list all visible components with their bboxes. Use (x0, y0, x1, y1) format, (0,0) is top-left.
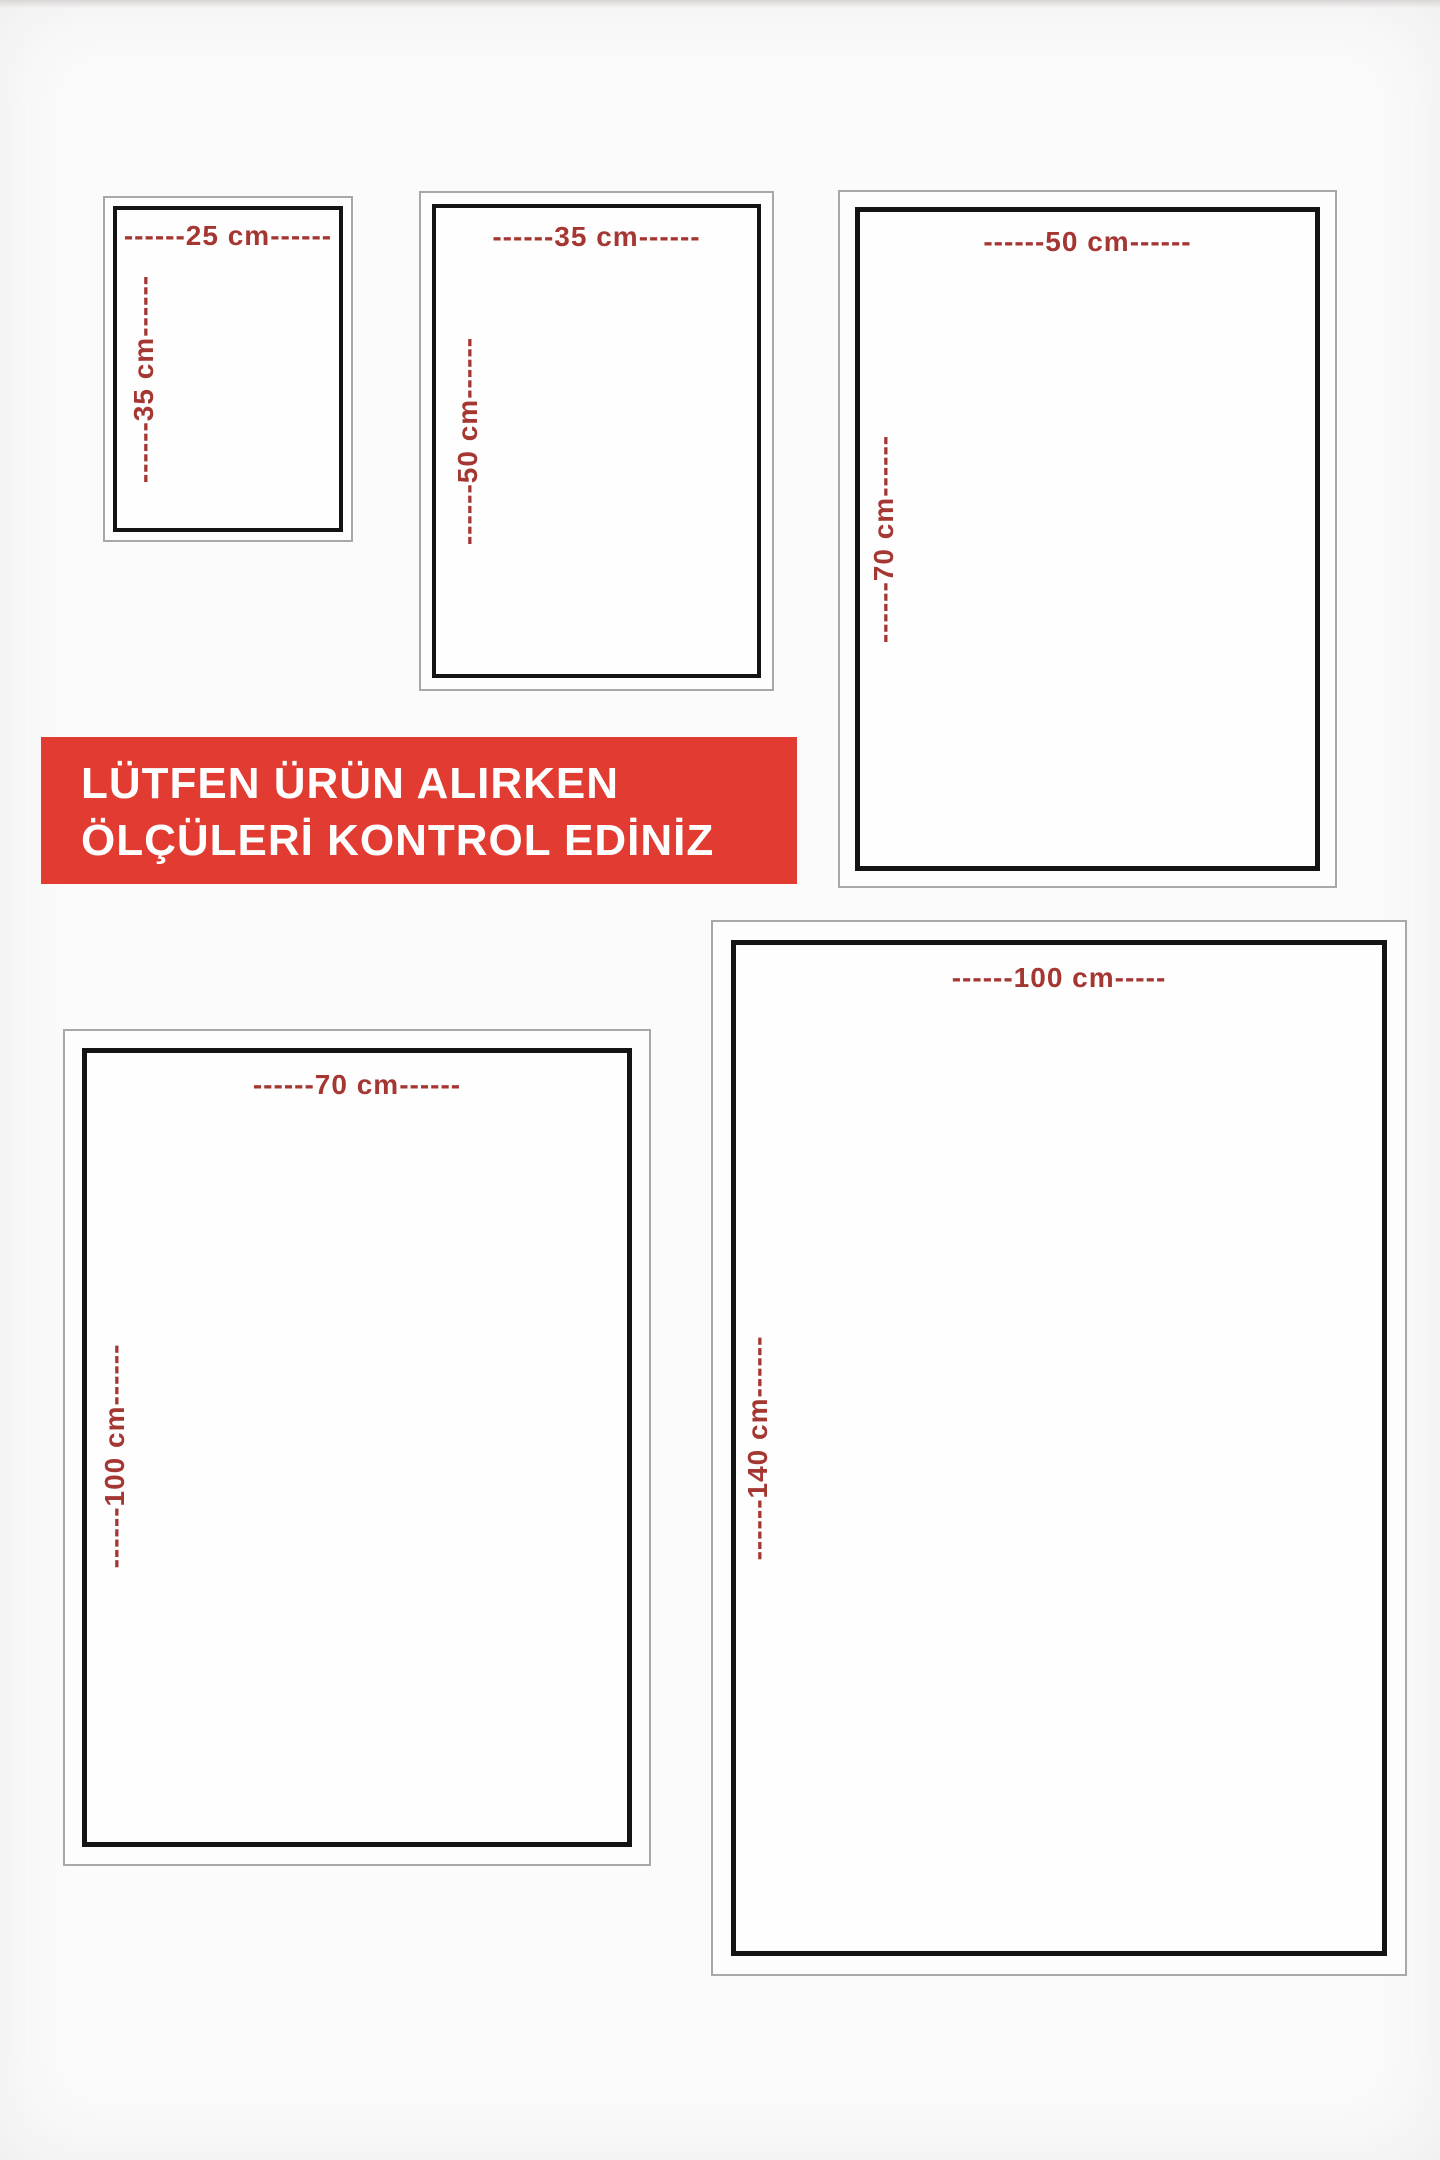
height-label-140cm: ------140 cm------ (742, 1335, 773, 1561)
width-label-50cm: ------50 cm------ (983, 226, 1192, 257)
size-frame-100x140 (711, 920, 1407, 1976)
height-label-100cm: ------100 cm------ (99, 1343, 130, 1569)
warning-banner-line-2: ÖLÇÜLERİ KONTROL EDİNİZ (81, 816, 715, 865)
size-frame-70x100-border (82, 1048, 632, 1847)
size-frame-35x50 (419, 191, 774, 691)
size-frame-50x70 (838, 190, 1337, 888)
size-frame-100x140-border (731, 940, 1387, 1956)
size-frame-25x35 (103, 196, 353, 542)
size-frame-70x100 (63, 1029, 651, 1866)
size-frame-50x70-border (855, 207, 1320, 871)
height-label-35cm: ------35 cm------ (128, 275, 159, 484)
height-label-50cm: ------50 cm------ (452, 336, 483, 546)
width-label-100cm: ------100 cm----- (951, 962, 1167, 993)
width-label-35cm: ------35 cm------ (492, 221, 701, 252)
warning-banner-line-1: LÜTFEN ÜRÜN ALIRKEN (81, 759, 619, 808)
warning-banner (41, 737, 797, 884)
height-label-70cm: ------70 cm------ (868, 434, 899, 644)
width-label-70cm: ------70 cm------ (252, 1069, 462, 1100)
width-label-25cm: ------25 cm------ (123, 220, 333, 251)
photo-edge-shadow (0, 0, 1440, 8)
